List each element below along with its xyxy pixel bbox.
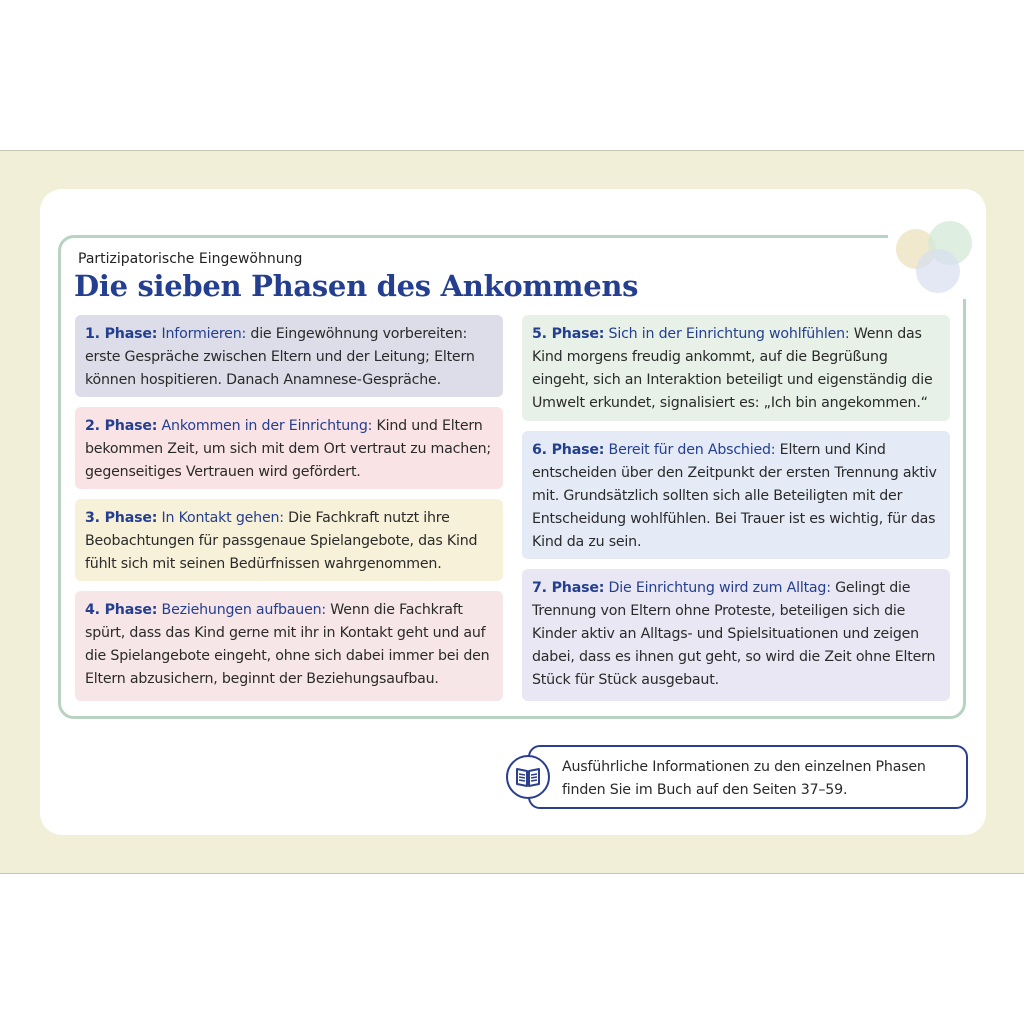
page-title: Die sieben Phasen des Ankommens	[74, 269, 639, 303]
book-reference-line-1: Ausführliche Informationen zu den einzelnen Phasen	[562, 759, 926, 775]
phase-number: 5. Phase:	[532, 326, 605, 342]
phase-name: Die Einrichtung wird zum Alltag:	[608, 580, 831, 596]
page-subtitle: Partizipatorische Eingewöhnung	[78, 251, 303, 267]
phase-description: Gelingt die Trennung von Eltern ohne Proteste, beteiligen sich die Kinder aktiv an Alltags- und Spielsituationen und zeigen dabei, dass es ihnen gut geht, so wird die Zeit ohne Eltern Stück für Stück ausgebaut.	[532, 580, 936, 688]
phase-card-3	[75, 499, 503, 581]
decorative-circles-icon	[892, 219, 984, 299]
phase-card-2	[75, 407, 503, 489]
phase-number: 4. Phase:	[85, 602, 158, 618]
book-icon	[506, 755, 550, 799]
phase-card-7	[522, 569, 950, 701]
book-reference-box	[528, 745, 968, 809]
phase-card-4	[75, 591, 503, 701]
phase-number: 2. Phase:	[85, 418, 158, 434]
phase-name: In Kontakt gehen:	[161, 510, 284, 526]
book-reference-line-2: finden Sie im Buch auf den Seiten 37–59.	[562, 782, 848, 798]
phase-description: die Eingewöhnung vorbereiten: erste Gespräche zwischen Eltern und der Leitung; Eltern können hospitieren. Danach Anamnese-Gespräche.	[85, 326, 475, 388]
phase-card-5	[522, 315, 950, 421]
phase-number: 3. Phase:	[85, 510, 158, 526]
phase-card-1	[75, 315, 503, 397]
phase-card-6	[522, 431, 950, 559]
phase-description: Die Fachkraft nutzt ihre Beobachtungen für passgenaue Spielangebote, das Kind fühlt sich mit seinen Bedürfnissen wahrgenommen.	[85, 510, 478, 572]
book-reference-text	[562, 756, 926, 802]
phase-number: 7. Phase:	[532, 580, 605, 596]
card-background	[0, 150, 1024, 874]
card	[40, 189, 986, 835]
phase-name: Beziehungen aufbauen:	[161, 602, 326, 618]
phase-name: Sich in der Einrichtung wohlfühlen:	[608, 326, 850, 342]
phase-number: 1. Phase:	[85, 326, 158, 342]
phase-description: Kind und Eltern bekommen Zeit, um sich mit dem Ort vertraut zu machen; gegenseitiges Vertrauen wird gefördert.	[85, 418, 491, 480]
phase-description: Eltern und Kind entscheiden über den Zeitpunkt der ersten Trennung aktiv mit. Grundsätzlich sollten sich alle Beteiligten mit der Entscheidung wohlfühlen. Bei Trauer ist es wichtig, für das Kind da zu sein.	[532, 442, 937, 550]
phase-number: 6. Phase:	[532, 442, 605, 458]
phase-name: Ankommen in der Einrichtung:	[161, 418, 373, 434]
phase-description: Wenn die Fachkraft spürt, dass das Kind gerne mit ihr in Kontakt geht und auf die Spielangebote eingeht, ohne sich dabei immer bei den Eltern abzusichern, beginnt der Beziehungsaufbau.	[85, 602, 490, 687]
phase-name: Bereit für den Abschied:	[608, 442, 776, 458]
phase-name: Informieren:	[161, 326, 247, 342]
phase-description: Wenn das Kind morgens freudig ankommt, auf die Begrüßung eingeht, sich an Interaktion beteiligt und eigenständig die Umwelt erkundet, signalisiert es: „Ich bin angekommen.“	[532, 326, 933, 411]
